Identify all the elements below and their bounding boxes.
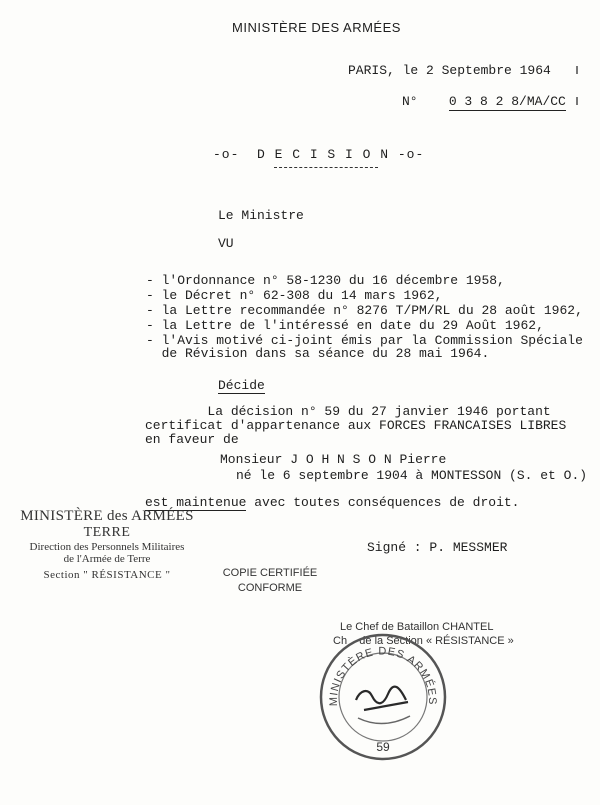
seal-emblem [358, 716, 410, 724]
reference-suffix: /MA/CC [519, 94, 566, 109]
title-left-marker: -o- [213, 147, 240, 162]
signed-line: Signé : P. MESSMER [367, 540, 508, 555]
decide-heading: Décide [218, 378, 265, 393]
stamp-armee: de l'Armée de Terre [63, 553, 151, 565]
stamp-terre: TERRE [83, 525, 131, 540]
official-seal [316, 630, 450, 764]
copie-line1: COPIE CERTIFIÉE [222, 567, 318, 579]
signature-scribble [356, 687, 408, 710]
ministry-stamp [0, 508, 214, 581]
vu-item: - l'Ordonnance n° 58-1230 du 16 décembre 1958, [146, 273, 505, 288]
beneficiary-firstname: Pierre [399, 452, 447, 467]
title-underline [274, 167, 378, 168]
decision-title [213, 147, 424, 162]
seal-ring-text: MINISTÈRE DES ARMÉES [327, 645, 439, 707]
maintained-rest: avec toutes conséquences de droit. [246, 495, 520, 510]
vu-item: - la Lettre de l'intéressé en date du 29 Août 1962, [146, 318, 544, 333]
beneficiary-surname: J O H N S O N [290, 452, 392, 467]
le-ministre: Le Ministre [218, 208, 304, 223]
decision-line: certificat d'appartenance aux FORCES FRANCAISES LIBRES [145, 418, 567, 433]
reference-line [402, 94, 566, 109]
title-right-marker: -o- [397, 147, 425, 162]
margin-mark [576, 97, 578, 105]
vu-label: VU [218, 236, 234, 251]
copie-line2: CONFORME [237, 582, 303, 594]
maintained-underlined: est maintenue [145, 495, 247, 510]
vu-item: - la Lettre recommandée n° 8276 T/PM/RL du 28 août 1962, [146, 303, 583, 318]
copie-certifiee [205, 566, 335, 596]
stamp-direction: Direction des Personnels Militaires [29, 541, 185, 553]
chef-section-line: Ch de la Section « RÉSISTANCE » [333, 635, 514, 647]
reference-number: 0 3 8 2 8 [448, 94, 520, 109]
header-ministry: MINISTÈRE DES ARMÉES [232, 20, 401, 35]
beneficiary-line [220, 452, 446, 467]
vu-item: - le Décret n° 62-308 du 14 mars 1962, [146, 288, 443, 303]
date-line: PARIS, le 2 Septembre 1964 [348, 63, 551, 78]
monsieur-prefix: Monsieur [220, 452, 283, 467]
margin-mark [576, 66, 578, 74]
reference-prefix: N° [402, 94, 418, 109]
vu-item: de Révision dans sa séance du 28 mai 1964. [146, 346, 490, 361]
vu-item: - l'Avis motivé ci-joint émis par la Commission Spéciale [146, 333, 583, 348]
decision-line: en faveur de [145, 432, 239, 447]
title-text: D E C I S I O N [257, 147, 390, 162]
birth-line: né le 6 septembre 1904 à MONTESSON (S. et O.) [236, 468, 588, 483]
stamp-section: Section " RÉSISTANCE " [43, 569, 171, 581]
stamp-ministry: MINISTÈRE des ARMÉES [20, 508, 194, 524]
chef-line: Le Chef de Bataillon CHANTEL [340, 621, 494, 633]
seal-number: 59 [376, 740, 390, 754]
decision-line: La décision n° 59 du 27 janvier 1946 portant [145, 404, 551, 419]
